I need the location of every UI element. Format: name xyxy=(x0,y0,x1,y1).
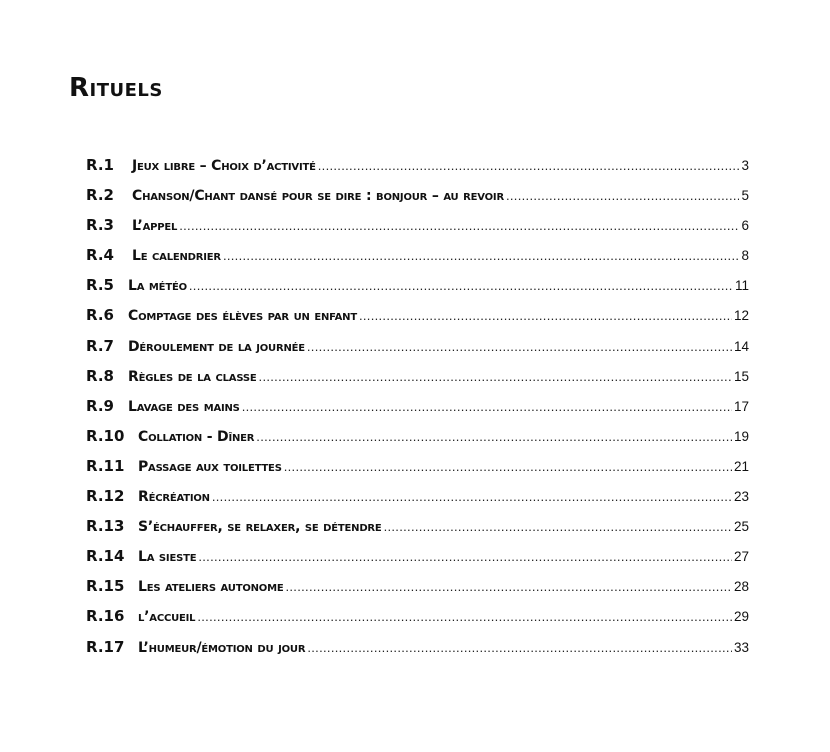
toc-entry-number: R.12 xyxy=(86,487,125,506)
toc-dot-leader xyxy=(307,633,732,663)
toc-dot-leader xyxy=(284,452,732,482)
toc-entry-number: R.3 xyxy=(86,216,114,235)
toc-entry[interactable] xyxy=(86,331,749,361)
toc-entry-label[interactable]: l’accueil xyxy=(138,609,196,626)
toc-entry[interactable] xyxy=(86,391,749,421)
toc-entry[interactable] xyxy=(86,361,749,391)
toc-entry-number: R.10 xyxy=(86,426,125,445)
toc-entry[interactable] xyxy=(86,481,749,511)
toc-entry[interactable] xyxy=(86,571,749,601)
toc-entry-label[interactable]: L’appel xyxy=(132,218,178,235)
toc-entry-page: 21 xyxy=(733,458,749,474)
toc-entry[interactable] xyxy=(86,511,749,541)
toc-entry-label[interactable]: La sieste xyxy=(138,549,197,566)
toc-entry-label[interactable]: Collation - Dîner xyxy=(138,428,255,445)
toc-entry-label[interactable]: Récréation xyxy=(138,489,210,506)
toc-entry-page: 23 xyxy=(733,489,749,505)
toc-entry-page: 3 xyxy=(741,158,749,173)
toc-entry-number: R.16 xyxy=(86,607,125,626)
toc-entry[interactable] xyxy=(86,210,749,240)
toc-entry-number: R.5 xyxy=(86,276,114,295)
toc-entry-number: R.4 xyxy=(86,246,114,265)
toc-entry-page: 27 xyxy=(733,549,749,565)
toc-entry-number: R.8 xyxy=(86,366,114,385)
toc-entry-page: 5 xyxy=(741,188,749,204)
toc-entry-page: 14 xyxy=(733,338,749,354)
toc-dot-leader xyxy=(212,482,732,512)
toc-entry-label[interactable]: La météo xyxy=(128,278,187,295)
toc-dot-leader xyxy=(197,602,732,632)
toc-entry[interactable] xyxy=(86,270,749,300)
toc-entry[interactable] xyxy=(86,240,749,270)
toc-entry-label[interactable]: Le calendrier xyxy=(132,248,221,265)
toc-entry-page: 6 xyxy=(741,218,749,234)
toc-dot-leader xyxy=(384,512,732,542)
toc-entry-page: 25 xyxy=(733,519,749,535)
toc-entry-label[interactable]: Passage aux toilettes xyxy=(138,458,282,475)
toc-dot-leader xyxy=(256,422,732,452)
toc-entry-page: 11 xyxy=(734,278,749,294)
toc-dot-leader xyxy=(198,542,732,572)
toc-entry[interactable] xyxy=(86,601,749,631)
toc-entry-number: R.14 xyxy=(86,547,125,566)
toc-dot-leader xyxy=(223,241,740,271)
toc-entry[interactable] xyxy=(86,541,749,571)
toc-entry-label[interactable]: Règles de la classe xyxy=(128,368,257,385)
toc-entry-number: R.17 xyxy=(86,637,125,656)
toc-dot-leader xyxy=(318,151,740,181)
toc-entry-label[interactable]: Déroulement de la journée xyxy=(128,338,305,355)
toc-dot-leader xyxy=(242,392,732,422)
toc-entry-page: 8 xyxy=(741,248,749,264)
toc-entry-number: R.9 xyxy=(86,396,114,415)
toc-entry[interactable] xyxy=(86,421,749,451)
toc-entry-number: R.15 xyxy=(86,577,125,596)
toc-entry-number: R.13 xyxy=(86,517,125,536)
table-of-contents xyxy=(86,150,749,662)
toc-entry[interactable] xyxy=(86,300,749,330)
toc-entry-label[interactable]: Lavage des mains xyxy=(128,398,240,415)
toc-entry-label[interactable]: Les ateliers autonome xyxy=(138,579,284,596)
toc-entry-label[interactable]: S’échauffer, se relaxer, se détendre xyxy=(138,519,382,536)
toc-entry[interactable] xyxy=(86,150,749,180)
toc-dot-leader xyxy=(307,332,732,362)
toc-entry-label[interactable]: Chanson/Chant dansé pour se dire : bonjour – au revoir xyxy=(132,188,504,205)
toc-dot-leader xyxy=(259,362,732,392)
toc-entry-page: 17 xyxy=(733,398,749,414)
toc-entry-page: 33 xyxy=(733,639,749,655)
toc-entry-page: 15 xyxy=(733,368,749,384)
toc-dot-leader xyxy=(506,181,740,211)
page-title: Rituels xyxy=(69,73,163,103)
toc-dot-leader xyxy=(189,271,733,301)
toc-entry-page: 12 xyxy=(733,308,749,324)
toc-dot-leader xyxy=(179,211,739,241)
toc-entry-label[interactable]: Comptage des élèves par un enfant xyxy=(128,308,357,325)
toc-entry-number: R.7 xyxy=(86,336,114,355)
toc-entry-label[interactable]: Jeux libre – Choix d’activité xyxy=(132,158,316,174)
toc-entry-label[interactable]: L’humeur/émotion du jour xyxy=(138,639,306,656)
toc-entry-number: R.6 xyxy=(86,306,114,325)
toc-entry[interactable] xyxy=(86,451,749,481)
toc-entry-number: R.11 xyxy=(86,456,125,475)
toc-entry[interactable] xyxy=(86,632,749,662)
toc-entry-page: 28 xyxy=(733,579,749,595)
toc-entry-page: 19 xyxy=(733,428,749,444)
toc-dot-leader xyxy=(285,572,731,602)
toc-entry-number: R.1 xyxy=(86,156,114,174)
toc-dot-leader xyxy=(359,301,732,331)
toc-entry[interactable] xyxy=(86,180,749,210)
toc-entry-page: 29 xyxy=(733,609,749,625)
toc-entry-number: R.2 xyxy=(86,186,114,205)
